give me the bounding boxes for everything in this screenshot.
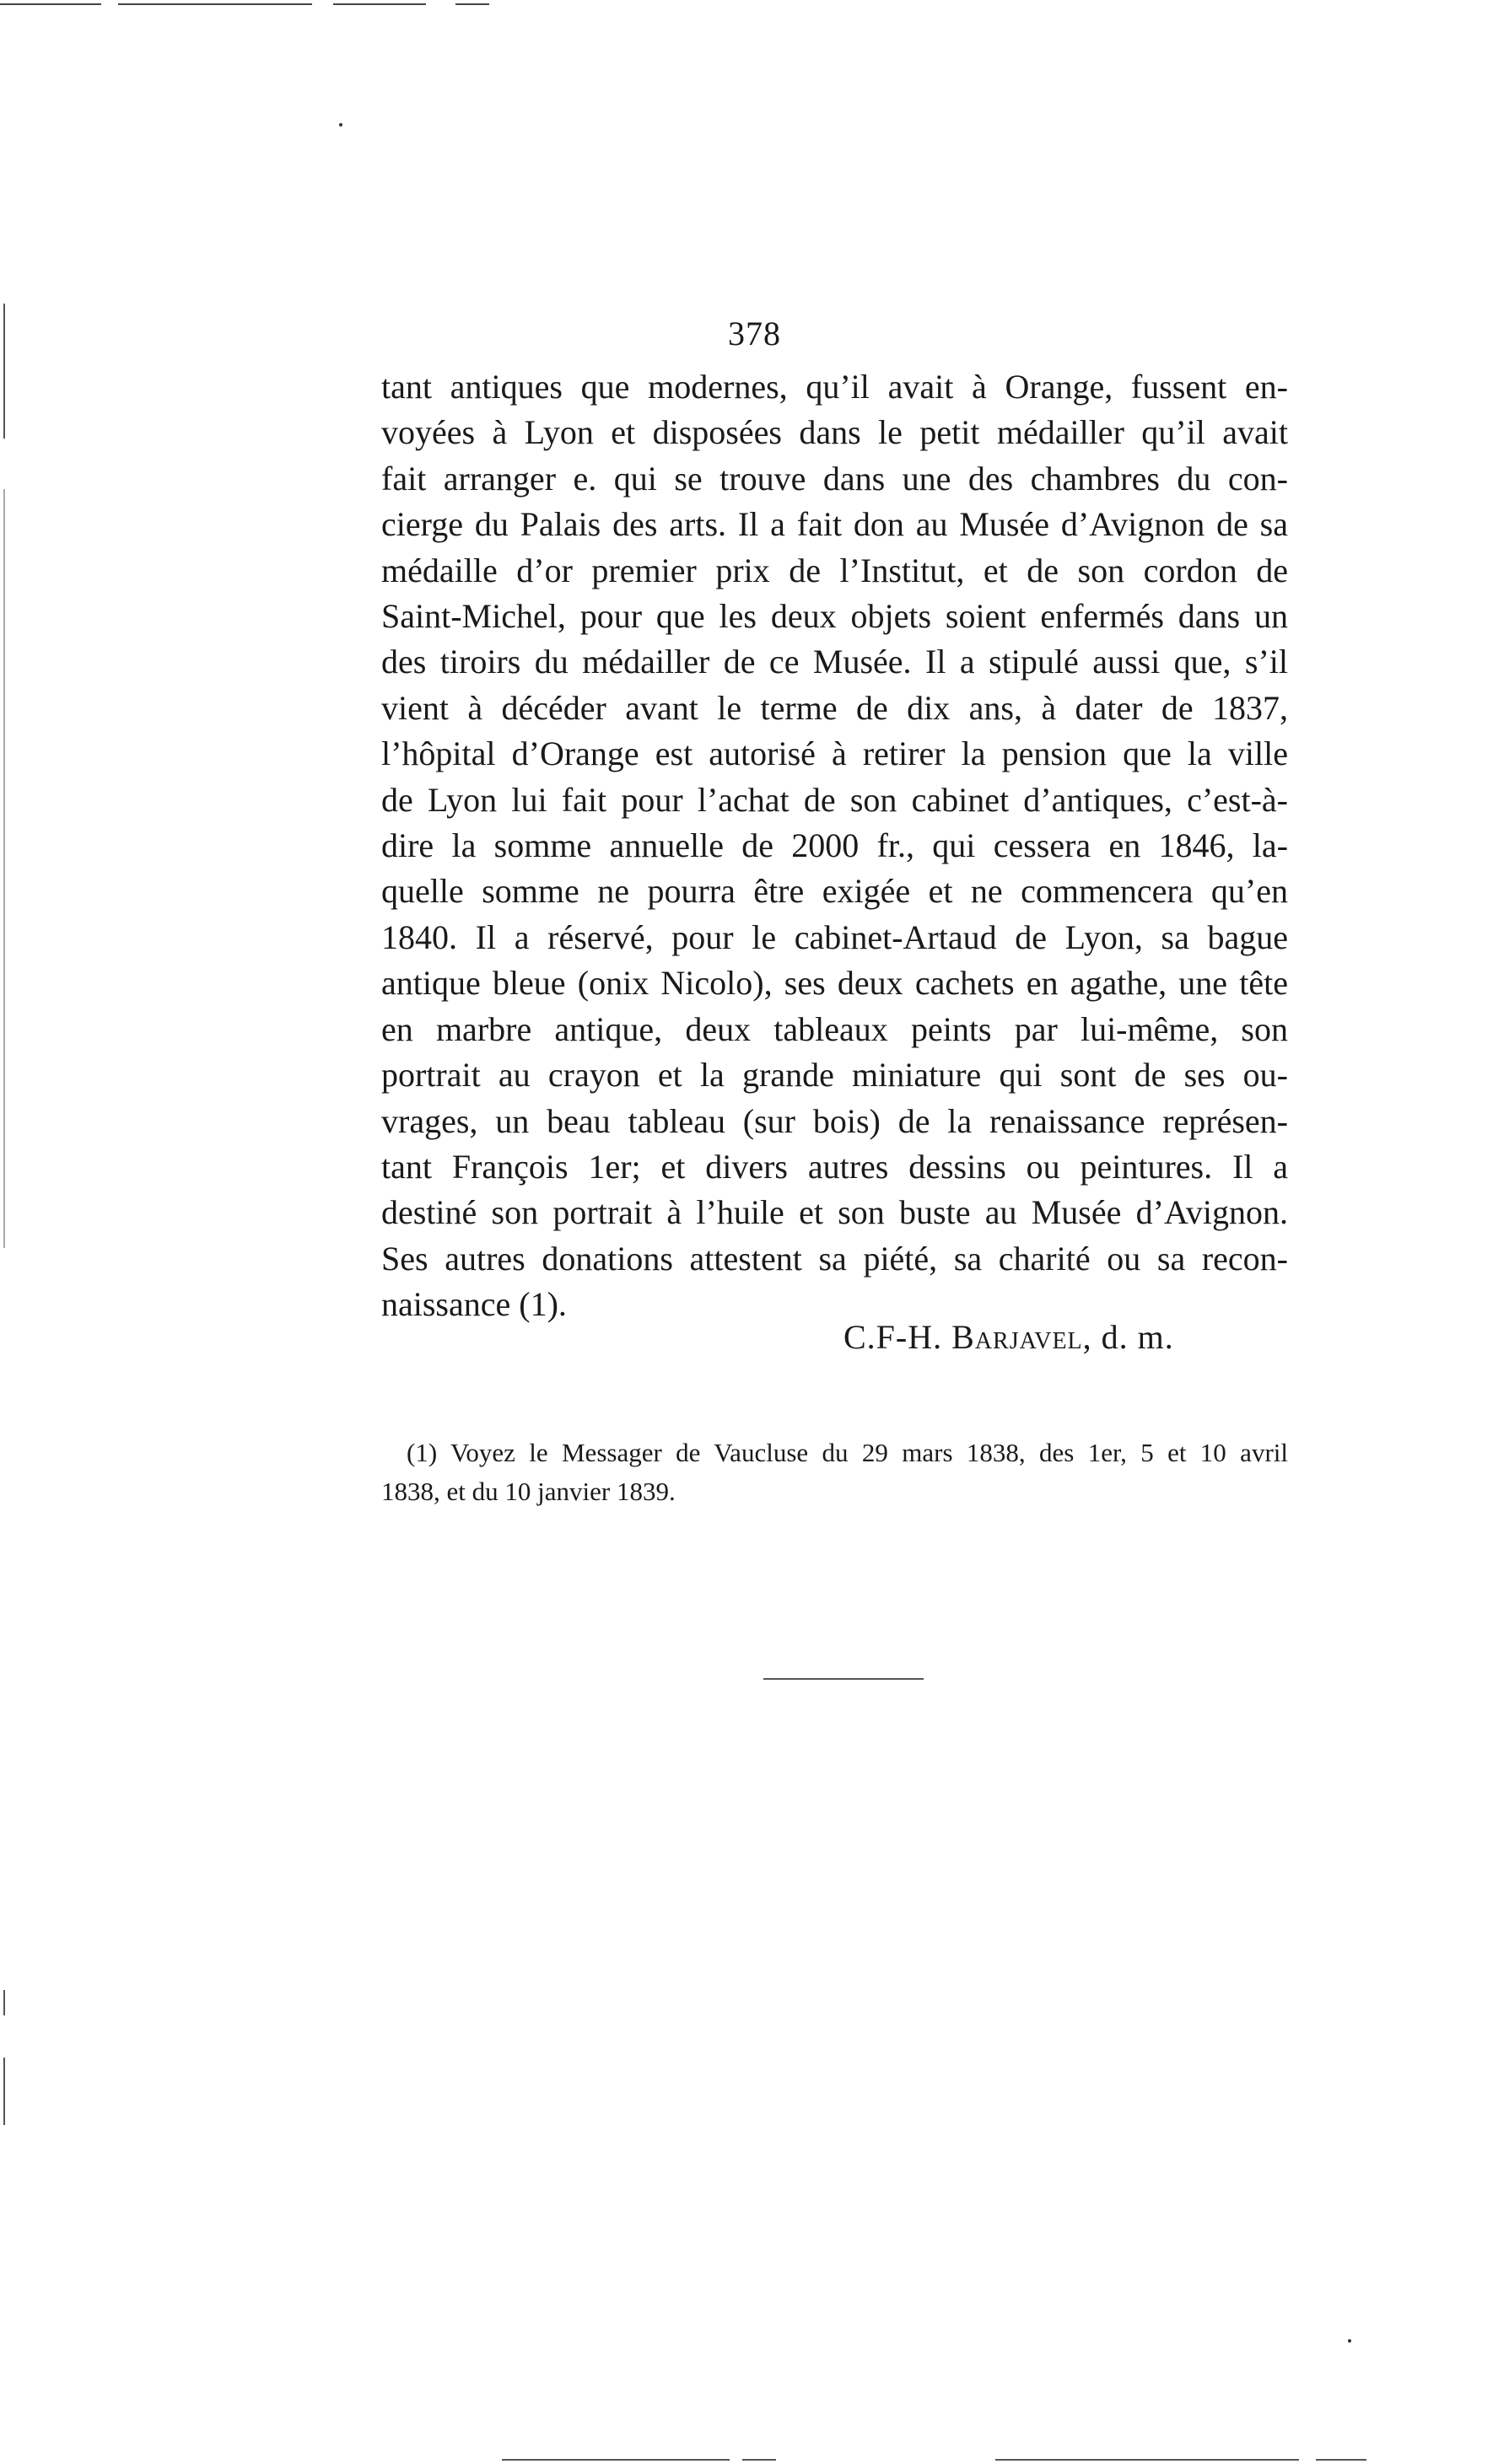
footnote [381,1434,1288,1511]
body-line: vrages, un beau tableau (sur bois) de la renaissance représen- [381,1101,1288,1140]
body-line: tant François 1er; et divers autres dessins ou peintures. Il a [381,1147,1288,1186]
signature-suffix: , d. m. [1082,1318,1174,1356]
scan-edge-rule [118,3,312,5]
body-line: voyées à Lyon et disposées dans le petit médailler qu’il avait [381,413,1288,452]
scan-edge-rule [455,3,489,5]
body-line: en marbre antique, deux tableaux peints par lui-même, son [381,1009,1288,1048]
body-line: des tiroirs du médailler de ce Musée. Il a stipulé aussi que, s’il [381,643,1288,681]
body-line: naissance (1). [381,1285,567,1324]
body-paragraph [381,364,1288,1328]
body-line: fait arranger e. qui se trouve dans une des chambres du con- [381,459,1288,498]
scan-speck [1348,2339,1351,2343]
footnote-line: 1838, et du 10 janvier 1839. [381,1477,676,1506]
scan-edge-rule [333,3,426,5]
author-signature [843,1317,1174,1357]
body-line: Saint-Michel, pour que les deux objets soient enfermés dans un [381,597,1288,636]
signature-name: Barjavel [951,1318,1083,1356]
body-line: tant antiques que modernes, qu’il avait à Orange, fussent en- [381,368,1288,406]
body-line: dire la somme annuelle de 2000 fr., qui cessera en 1846, la- [381,826,1288,865]
scan-edge-rule [0,3,101,5]
signature-initials: C.F-H. [843,1318,943,1356]
scan-edge-rule [502,2459,730,2461]
body-line: vient à décéder avant le terme de dix ans, à dater de 1837, [381,688,1288,727]
body-line: antique bleue (onix Nicolo), ses deux cachets en agathe, une tête [381,964,1288,1003]
scan-edge-rule [1316,2459,1366,2461]
body-line: l’hôpital d’Orange est autorisé à retirer la pension que la ville [381,734,1288,773]
footnote-line: (1) Voyez le Messager de Vaucluse du 29 mars 1838, des 1er, 5 et 10 avril [407,1438,1288,1467]
scan-edge-mark [3,1990,5,2015]
body-line: médaille d’or premier prix de l’Institut, et de son cordon de [381,551,1288,589]
body-line: destiné son portrait à l’huile et son buste au Musée d’Avignon. [381,1193,1288,1232]
body-line: 1840. Il a réservé, pour le cabinet-Artaud de Lyon, sa bague [381,917,1288,956]
scan-edge-rule [742,2459,776,2461]
scan-edge-rule [995,2459,1299,2461]
body-line: quelle somme ne pourra être exigée et ne commencera qu’en [381,872,1288,911]
page-number: 378 [728,315,781,352]
section-end-rule [763,1678,924,1680]
scan-edge-mark [3,2058,5,2125]
body-line: portrait au crayon et la grande miniature qui sont de ses ou- [381,1056,1288,1095]
body-line: de Lyon lui fait pour l’achat de son cabinet d’antiques, c’est-à- [381,780,1288,819]
scan-edge-mark [3,489,5,1248]
scan-speck [339,123,342,126]
body-line: cierge du Palais des arts. Il a fait don au Musée d’Avignon de sa [381,505,1288,544]
body-line: Ses autres donations attestent sa piété, sa charité ou sa recon- [381,1239,1288,1278]
